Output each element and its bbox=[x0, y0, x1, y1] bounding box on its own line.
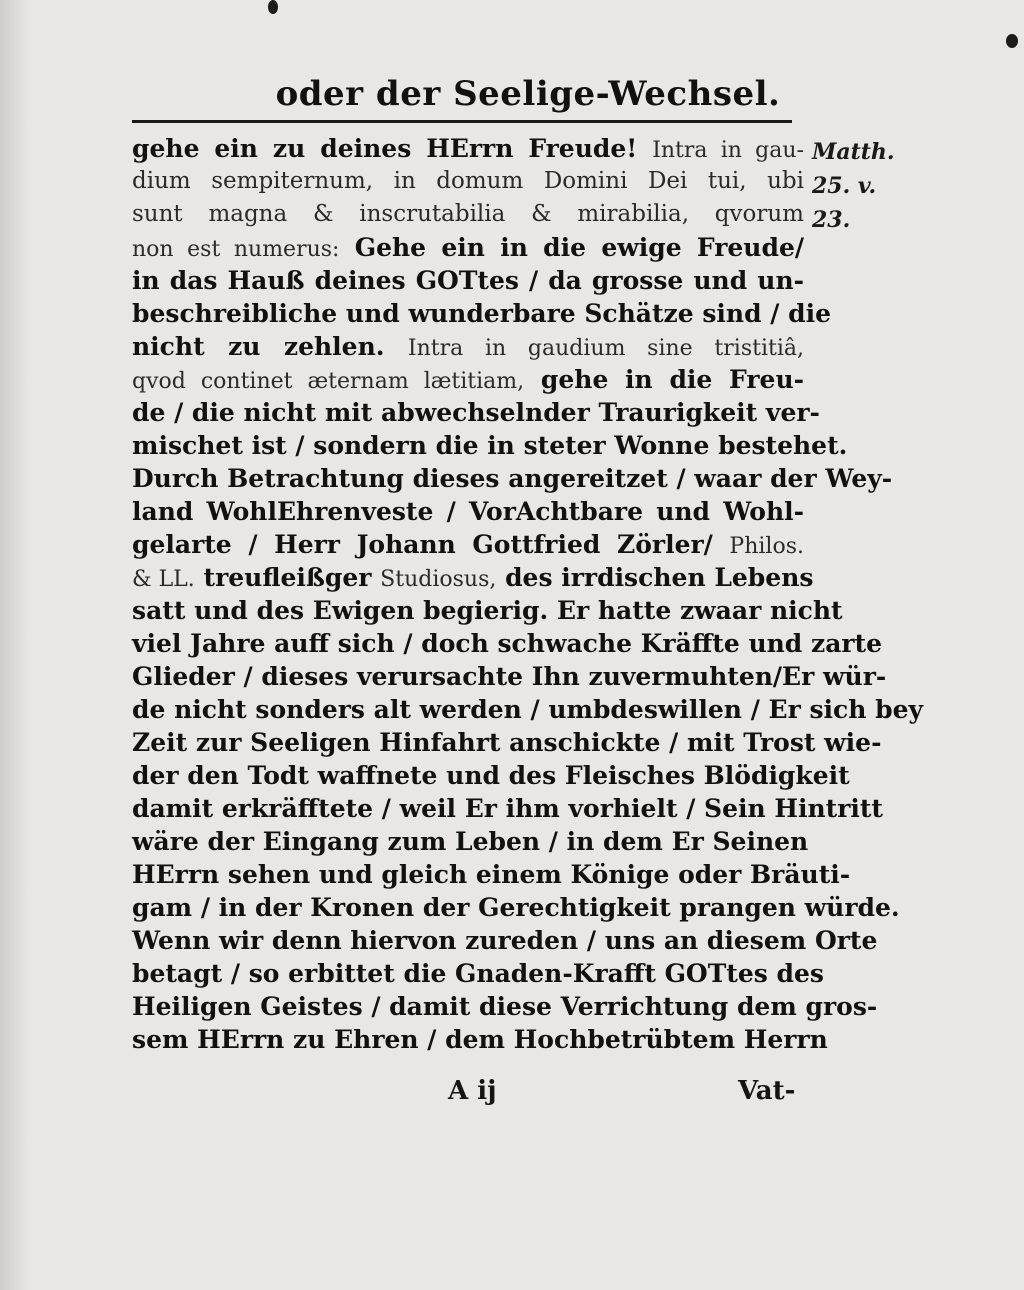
text-line: wäre der Eingang zum Leben / in dem Er Seinen bbox=[132, 827, 809, 856]
marginal-verse: 25. v. 23. bbox=[812, 173, 877, 233]
page-edge-shadow bbox=[0, 0, 30, 1290]
text-line: satt und des Ewigen begierig. Er hatte zwaar nicht bbox=[132, 596, 843, 625]
latin-text: Studiosus, bbox=[380, 567, 497, 592]
marginal-book: Matth. bbox=[812, 139, 895, 165]
text-line: mischet ist / sondern die in steter Wonne bestehet. bbox=[132, 431, 848, 460]
german-text: Gehe ein in die ewige Freude/ bbox=[354, 233, 804, 262]
text-line: der den Todt waffnete und des Fleisches Blödigkeit bbox=[132, 761, 850, 790]
header-rule bbox=[132, 120, 792, 123]
german-text: treufleißger bbox=[203, 563, 372, 592]
latin-text: Intra in gau- bbox=[652, 138, 804, 163]
text-line: Glieder / dieses verursachte Ihn zuvermuhten/Er wür- bbox=[132, 662, 887, 691]
text-line: sem HErrn zu Ehren / dem Hochbetrübtem Herrn bbox=[132, 1025, 828, 1054]
text-line bbox=[132, 528, 804, 561]
text-line bbox=[132, 363, 804, 396]
text-line: HErrn sehen und gleich einem Könige oder Bräuti- bbox=[132, 860, 851, 889]
latin-text: qvod continet æternam lætitiam, bbox=[132, 369, 525, 394]
german-text: nicht zu zehlen. bbox=[132, 332, 385, 361]
latin-text: & LL. bbox=[132, 567, 195, 592]
marginal-reference bbox=[812, 135, 922, 237]
catchword: Vat- bbox=[738, 1076, 796, 1106]
text-line: gam / in der Kronen der Gerechtigkeit prangen würde. bbox=[132, 893, 900, 922]
text-line: sunt magna & inscrutabilia & mirabilia, qvorum bbox=[132, 201, 804, 227]
latin-text: non est numerus: bbox=[132, 237, 340, 262]
text-line: Heiligen Geistes / damit diese Verrichtung dem gros- bbox=[132, 992, 878, 1021]
german-text: des irrdischen Lebens bbox=[505, 563, 814, 592]
text-line: damit erkräfftete / weil Er ihm vorhielt / Sein Hintritt bbox=[132, 794, 883, 823]
running-title: oder der Seelige-Wechsel. bbox=[275, 74, 781, 114]
german-text: gehe ein zu deines HErrn Freude! bbox=[132, 134, 638, 163]
text-line: betagt / so erbittet die Gnaden-Krafft GOTtes des bbox=[132, 959, 825, 988]
ink-speck bbox=[268, 0, 278, 14]
text-line: dium sempiternum, in domum Domini Dei tui, ubi bbox=[132, 168, 804, 194]
text-line: de / die nicht mit abwechselnder Traurigkeit ver- bbox=[132, 398, 820, 427]
text-line bbox=[132, 330, 804, 363]
text-line: Wenn wir denn hiervon zureden / uns an diesem Orte bbox=[132, 926, 878, 955]
text-line: beschreibliche und wunderbare Schätze sind / die bbox=[132, 299, 831, 328]
latin-text: Philos. bbox=[729, 534, 804, 559]
text-line: in das Hauß deines GOTtes / da grosse und un- bbox=[132, 266, 804, 295]
text-line: viel Jahre auff sich / doch schwache Kräffte und zarte bbox=[132, 629, 883, 658]
ink-speck bbox=[1006, 34, 1018, 48]
text-line bbox=[132, 132, 804, 165]
text-line bbox=[132, 231, 804, 264]
german-text: gelarte / Herr Johann Gottfried Zörler/ bbox=[132, 530, 713, 559]
text-line: de nicht sonders alt werden / umbdeswillen / Er sich bey bbox=[132, 695, 924, 724]
german-text: gehe in die Freu- bbox=[540, 365, 804, 394]
text-line: Zeit zur Seeligen Hinfahrt anschickte / mit Trost wie- bbox=[132, 728, 882, 757]
text-line: Durch Betrachtung dieses angereitzet / waar der Wey- bbox=[132, 464, 893, 493]
text-line bbox=[132, 561, 814, 594]
text-line: land WohlEhrenveste / VorAchtbare und Wohl- bbox=[132, 497, 804, 526]
latin-text: Intra in gaudium sine tristitiâ, bbox=[407, 336, 804, 361]
signature-mark: A ij bbox=[448, 1076, 497, 1106]
